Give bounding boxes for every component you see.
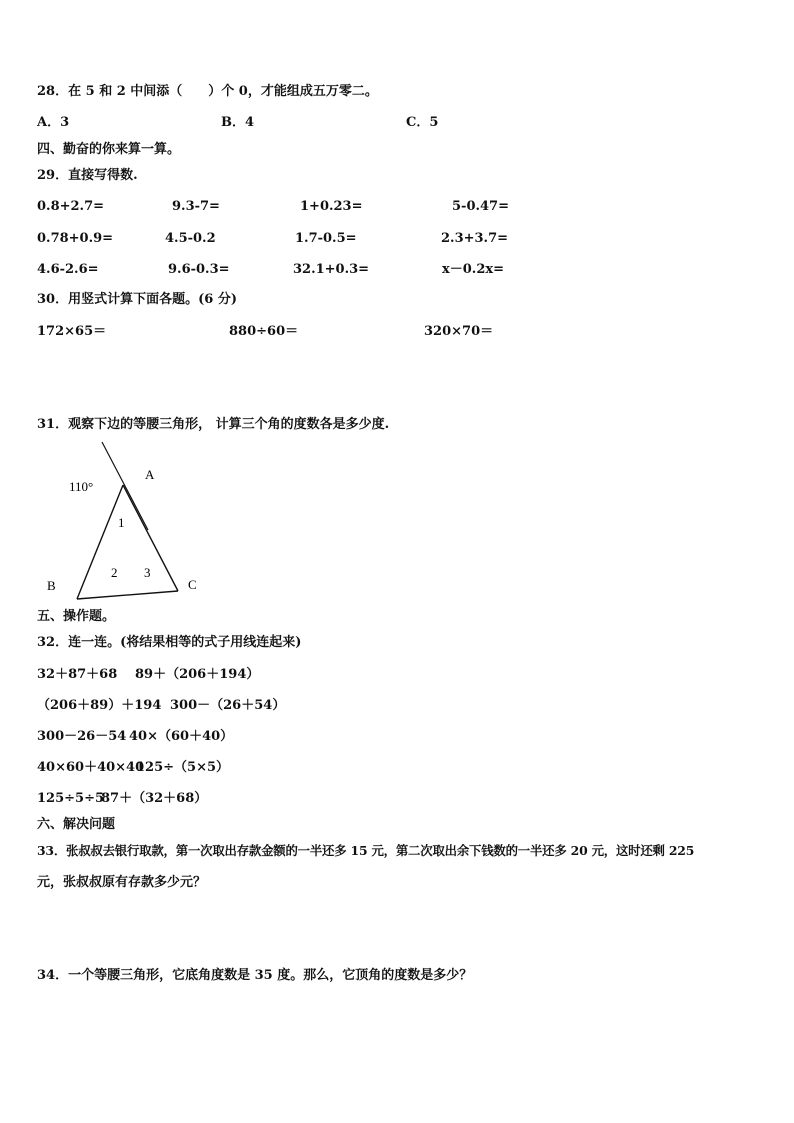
match-right-item: 125÷（5×5） xyxy=(136,760,230,775)
exterior-angle-label: 110° xyxy=(69,479,94,494)
calc-item: 0.78+0.9= xyxy=(37,231,114,246)
question-29-title: 29．直接写得数. xyxy=(37,168,138,183)
angle-2-label: 2 xyxy=(111,565,118,580)
option-a: A．3 xyxy=(37,115,70,130)
option-b: B．4 xyxy=(221,115,255,130)
match-right-item: 40×（60＋40） xyxy=(129,729,234,744)
vertex-b-label: B xyxy=(47,578,56,593)
vertical-calc-item: 880÷60＝ xyxy=(229,324,299,339)
side-ab xyxy=(77,485,123,599)
side-bc xyxy=(77,591,178,599)
calc-item: 2.3+3.7= xyxy=(441,231,509,246)
question-33-line-1: 33．张叔叔去银行取款，第一次取出存款金额的一半还多 15 元，第二次取出余下钱数的一半还多 20 元，这时还剩 225 xyxy=(37,843,695,858)
angle-1-label: 1 xyxy=(118,515,125,530)
extension-line xyxy=(102,442,148,530)
match-left-item: 40×60＋40×40 xyxy=(37,760,145,775)
calc-item: 5-0.47= xyxy=(452,199,509,214)
section-4-heading: 四、勤奋的你来算一算。 xyxy=(37,142,181,157)
calc-item: 1.7-0.5= xyxy=(295,231,357,246)
match-right-item: 300－（26＋54） xyxy=(170,698,286,713)
match-left-item: 300－26－54 xyxy=(37,729,127,744)
angle-3-label: 3 xyxy=(144,565,151,580)
match-left-item: （206＋89）＋194 xyxy=(37,698,162,713)
calc-item: 4.6-2.6= xyxy=(37,262,99,277)
section-6-heading: 六、解决问题 xyxy=(37,817,116,832)
calc-item: 32.1+0.3= xyxy=(293,262,370,277)
question-32-title: 32．连一连。(将结果相等的式子用线连起来) xyxy=(37,635,302,650)
calc-item: 4.5-0.2 xyxy=(165,231,216,246)
question-31-title: 31．观察下边的等腰三角形， 计算三个角的度数各是多少度. xyxy=(37,417,390,432)
calc-item: 9.6-0.3= xyxy=(168,262,230,277)
calc-item: 9.3-7= xyxy=(172,199,220,214)
section-5-heading: 五、操作题。 xyxy=(37,609,116,624)
calc-item: 1+0.23= xyxy=(300,199,363,214)
vertex-a-label: A xyxy=(145,467,155,482)
vertex-c-label: C xyxy=(188,577,197,592)
calc-item: x－0.2x= xyxy=(442,262,505,277)
side-ac xyxy=(123,485,178,591)
isosceles-triangle-figure xyxy=(30,438,230,610)
match-left-item: 125÷5÷5 xyxy=(37,791,105,806)
option-c: C．5 xyxy=(406,115,439,130)
calc-item: 0.8+2.7= xyxy=(37,199,105,214)
vertical-calc-item: 320×70＝ xyxy=(424,324,494,339)
question-28: 28．在 5 和 2 中间添（ ）个 0，才能组成五万零二。 xyxy=(37,84,378,99)
match-right-item: 87＋（32＋68） xyxy=(101,791,208,806)
match-right-item: 89＋（206＋194） xyxy=(135,667,260,682)
question-30-title: 30．用竖式计算下面各题。(6 分) xyxy=(37,292,237,307)
match-left-item: 32＋87＋68 xyxy=(37,667,118,682)
vertical-calc-item: 172×65＝ xyxy=(37,324,107,339)
question-34: 34．一个等腰三角形，它底角度数是 35 度。那么，它顶角的度数是多少？ xyxy=(37,968,473,983)
question-33-line-2: 元，张叔叔原有存款多少元？ xyxy=(37,875,207,890)
